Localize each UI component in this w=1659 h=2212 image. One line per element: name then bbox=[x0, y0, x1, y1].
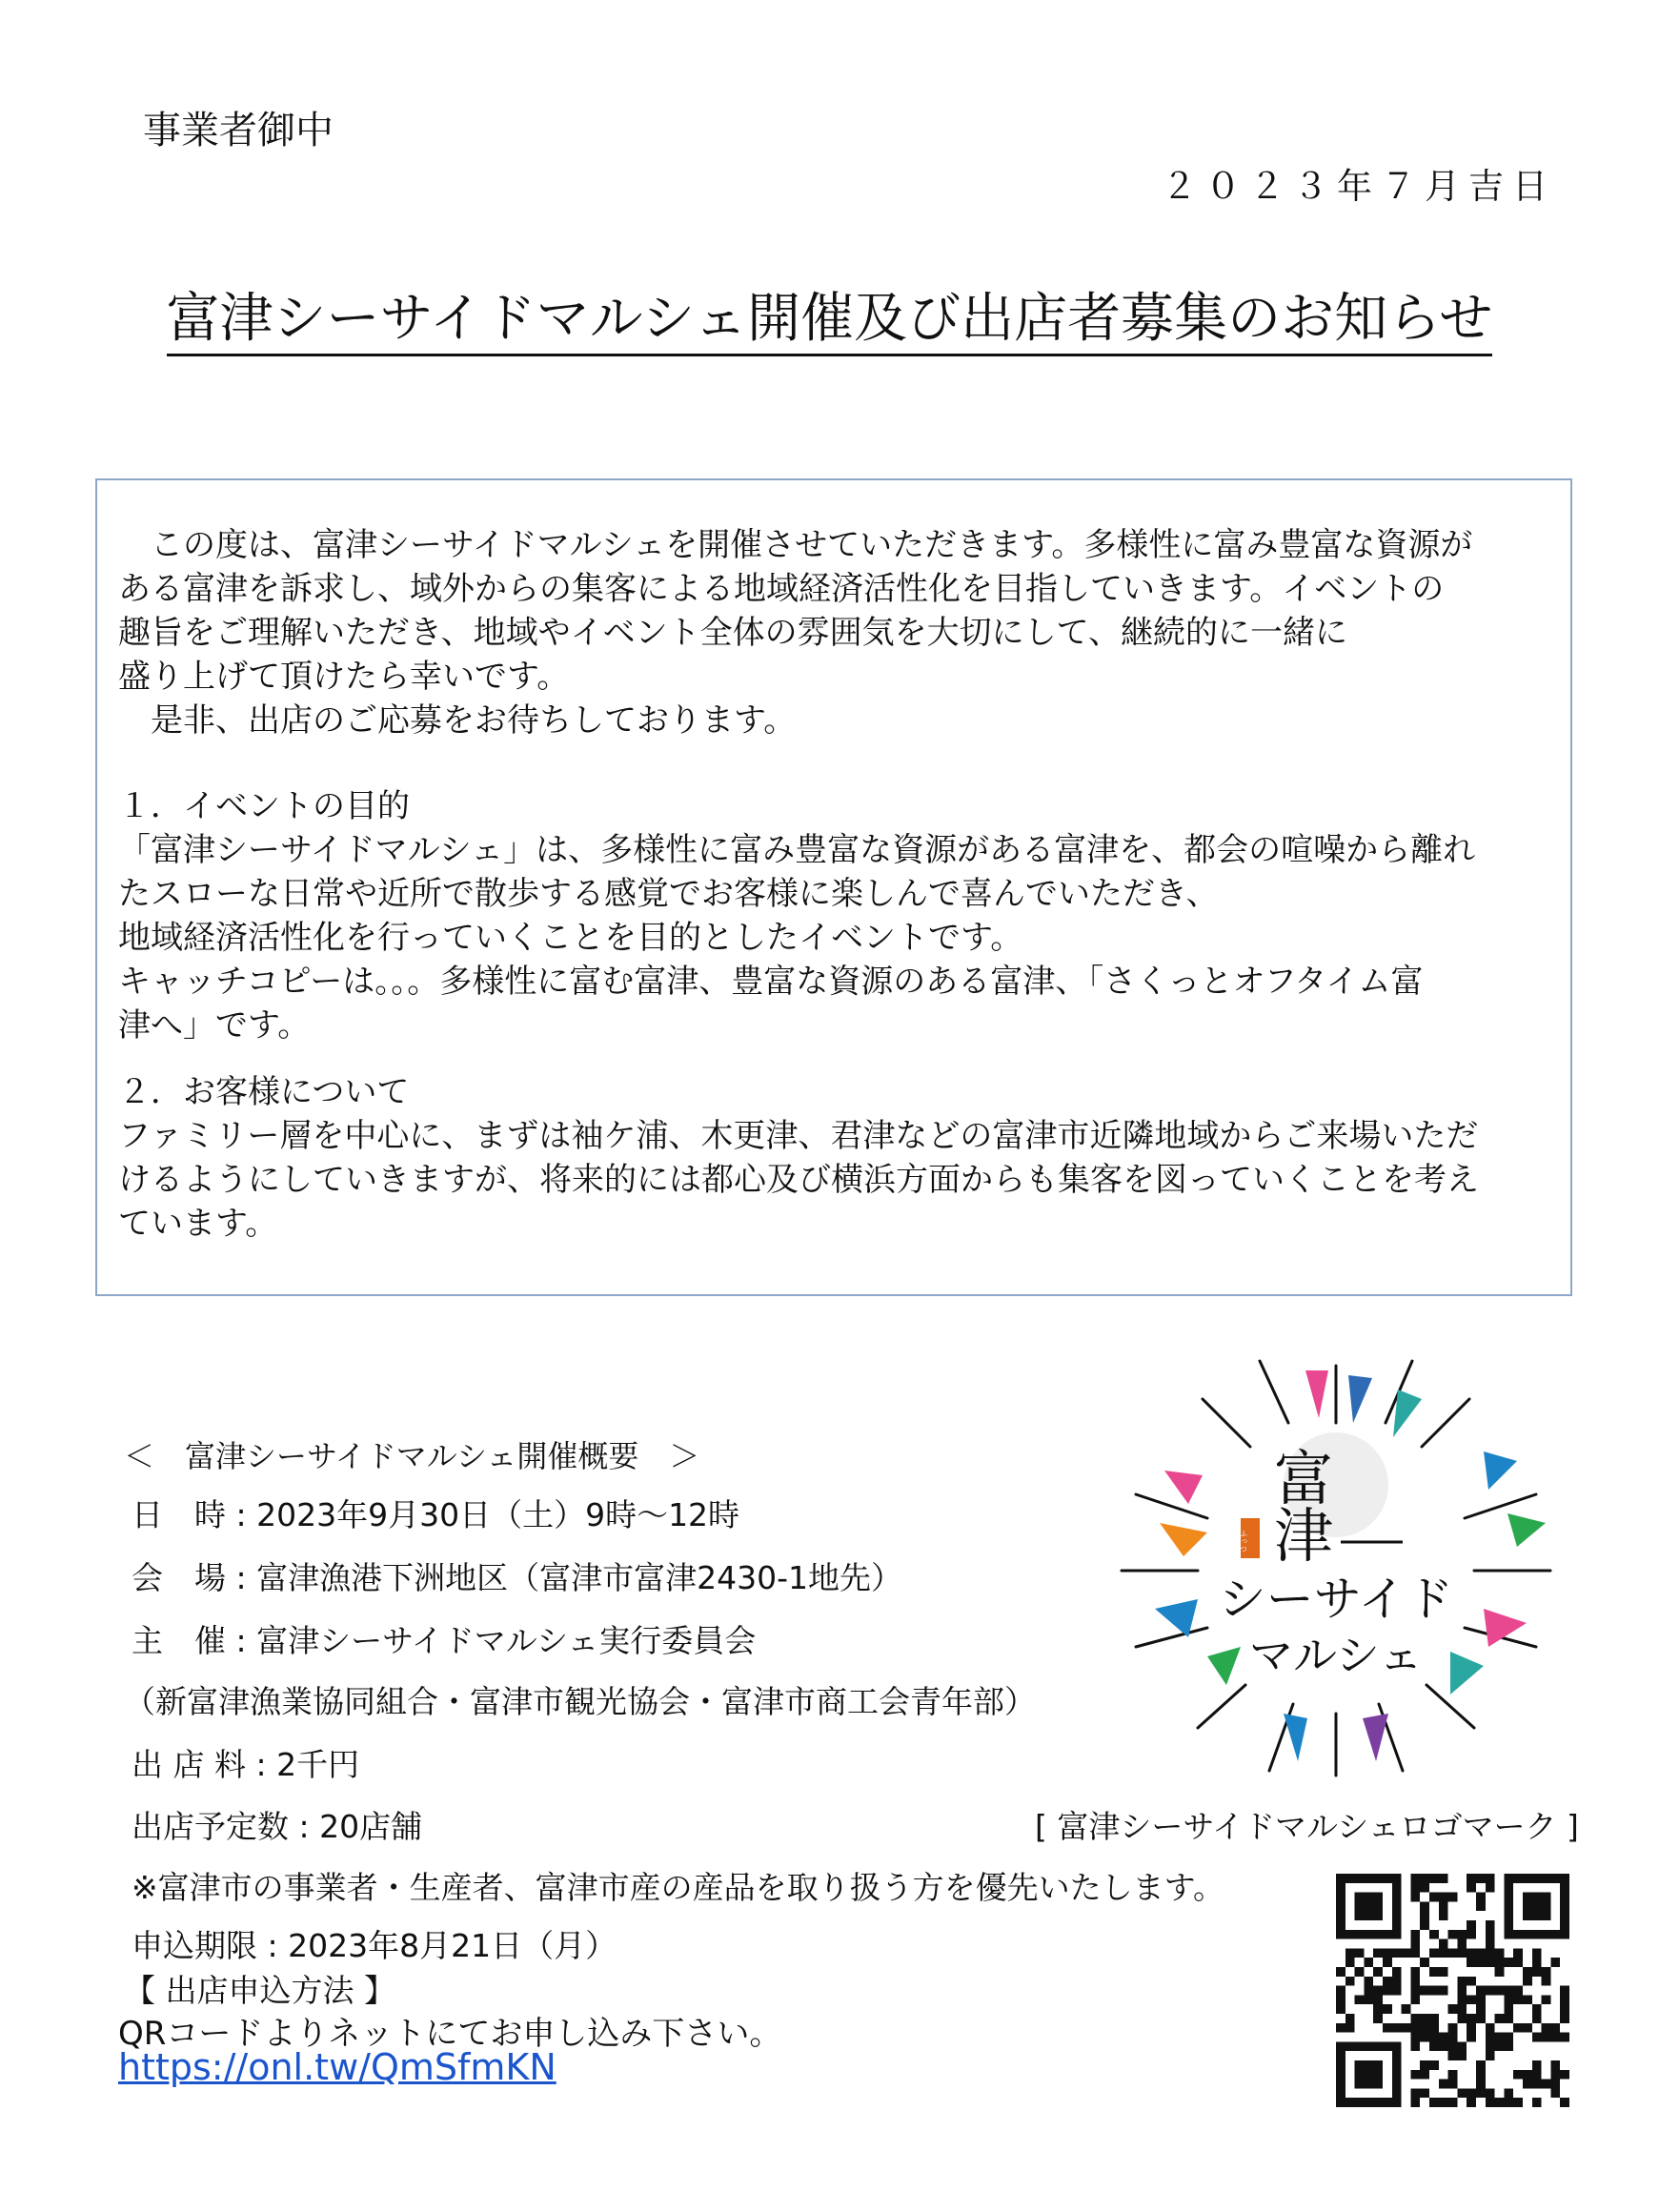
overview-deadline: 申込期限 : 2023年8月21日（月） bbox=[132, 1927, 617, 1964]
section1-line: キャッチコピーは。。。多様性に富む富津、豊富な資源のある富津、「さくっとオフタイム富 bbox=[118, 963, 1424, 1001]
intro-line: 趣旨をご理解いただき、地域やイベント全体の雰囲気を大切にして、継続的に一緒に bbox=[118, 614, 1347, 652]
section2-heading: ２．お客様について bbox=[118, 1073, 410, 1111]
section2-line: ています。 bbox=[118, 1205, 278, 1243]
overview-organizer-members: （新富津漁業協同組合・富津市観光協会・富津市商工会青年部） bbox=[124, 1683, 1036, 1720]
application-link[interactable]: https://onl.tw/QmSfmKN bbox=[118, 2046, 556, 2088]
marche-logo bbox=[1107, 1342, 1565, 1790]
overview-organizer: 主 催 : 富津シーサイドマルシェ実行委員会 bbox=[132, 1622, 757, 1659]
overview-heading: ＜ 富津シーサイドマルシェ開催概要 ＞ bbox=[124, 1438, 700, 1474]
logo-line-1: シーサイド bbox=[1218, 1572, 1454, 1627]
section1-line: 地域経済活性化を行っていくことを目的としたイベントです。 bbox=[118, 919, 1023, 957]
section1-line: 津へ」です。 bbox=[118, 1006, 311, 1045]
logo-line-2: マルシェ bbox=[1249, 1630, 1423, 1681]
overview-venue: 会 場 : 富津漁港下洲地区（富津市富津2430-1地先） bbox=[132, 1559, 902, 1596]
issue-date: ２０２３年７月吉日 bbox=[1162, 166, 1556, 207]
section1-heading: １．イベントの目的 bbox=[118, 787, 410, 825]
logo-char-1: 富 bbox=[1274, 1444, 1334, 1513]
method-heading: 【 出店申込方法 】 bbox=[124, 1972, 395, 2009]
section1-line: 「富津シーサイドマルシェ」は、多様性に富み豊富な資源がある富津を、都会の喧噪から離れ bbox=[118, 831, 1476, 869]
logo-small-text: ふっつ bbox=[1239, 1530, 1248, 1552]
document-title-text: 富津シーサイドマルシェ開催及び出店者募集のお知らせ bbox=[167, 288, 1493, 356]
intro-line: 盛り上げて頂けたら幸いです。 bbox=[118, 658, 570, 696]
section2-line: ファミリー層を中心に、まずは袖ケ浦、木更津、君津などの富津市近隣地域からご来場いただ bbox=[118, 1117, 1479, 1155]
intro-line: 是非、出店のご応募をお待ちしております。 bbox=[118, 701, 797, 740]
qr-code bbox=[1336, 1874, 1569, 2107]
section2-line: けるようにしていきますが、将来的には都心及び横浜方面からも集客を図っていくことを考え bbox=[118, 1161, 1479, 1199]
method-text: QRコードよりネットにてお申し込み下さい。 bbox=[118, 2015, 782, 2053]
logo-char-2: 津 bbox=[1274, 1501, 1334, 1571]
overview-slots: 出店予定数 : 20店舗 bbox=[132, 1808, 423, 1845]
document-title bbox=[0, 276, 1659, 353]
overview-priority-note: ※富津市の事業者・生産者、富津市産の産品を取り扱う方を優先いたします。 bbox=[132, 1869, 1225, 1906]
recipient: 事業者御中 bbox=[143, 109, 334, 152]
overview-datetime: 日 時 : 2023年9月30日（土）9時～12時 bbox=[132, 1496, 740, 1533]
section1-line: たスローな日常や近所で散歩する感覚でお客様に楽しんで喜んでいただき、 bbox=[118, 875, 1219, 913]
logo-caption: [ 富津シーサイドマルシェロゴマーク ] bbox=[1035, 1808, 1579, 1845]
intro-line: この度は、富津シーサイドマルシェを開催させていただきます。多様性に富み豊富な資源が bbox=[118, 526, 1473, 564]
intro-line: ある富津を訴求し、域外からの集客による地域経済活性化を目指していきます。イベントの bbox=[118, 570, 1445, 608]
overview-fee: 出 店 料 : 2千円 bbox=[132, 1746, 360, 1783]
